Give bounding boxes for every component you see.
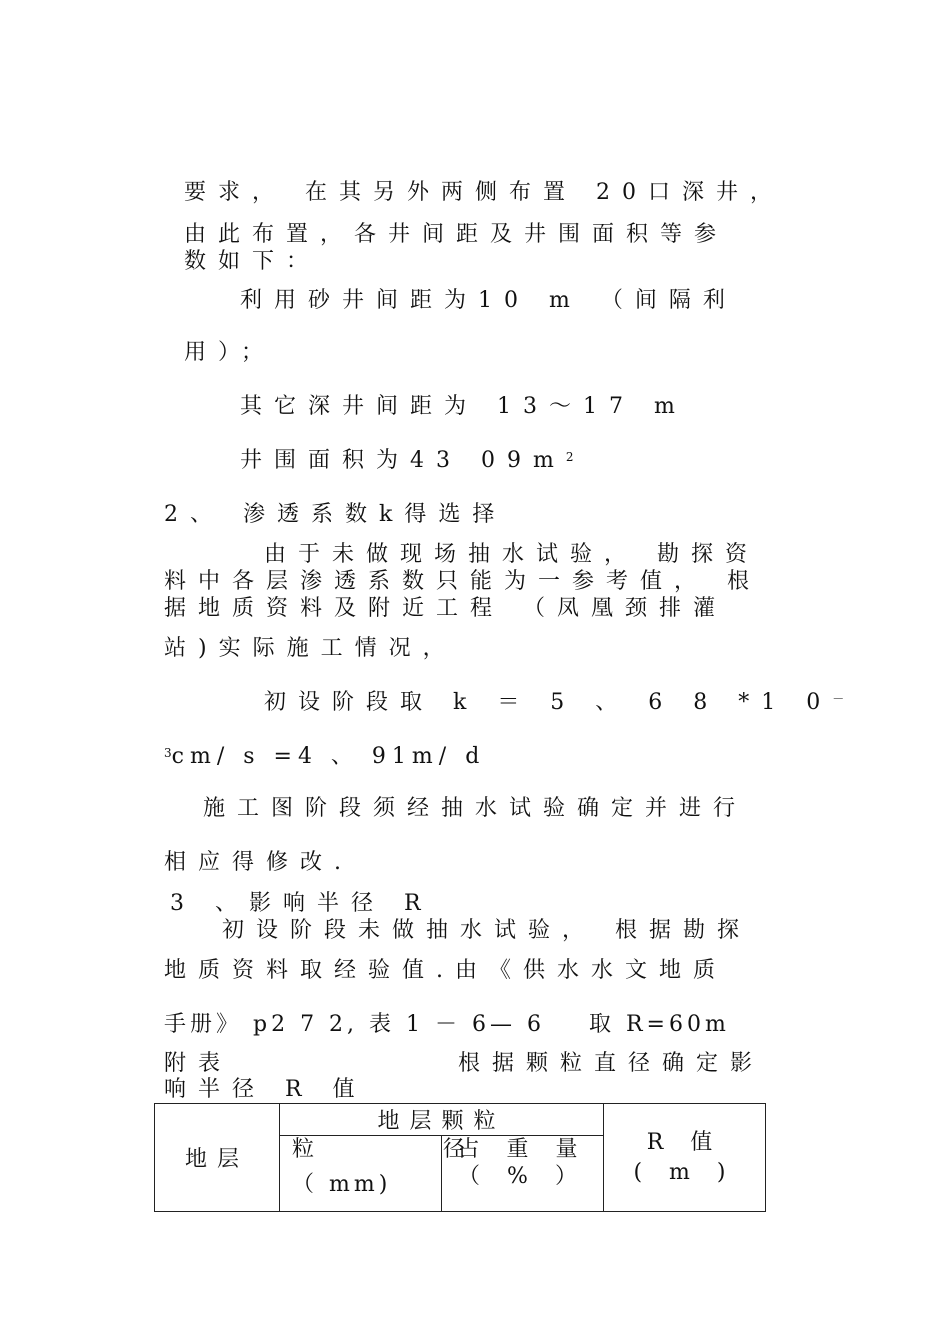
superscript: － [832, 692, 845, 706]
para-line [164, 744, 485, 770]
para-line: 手册》 p2 7 2, 表 1 － 6— 6 取 R=60m [164, 1012, 730, 1037]
para-line: 站)实际施工情况， [164, 636, 457, 661]
header-r-label: R 值 [646, 1129, 723, 1155]
header-r-unit: ( m ) [633, 1159, 736, 1185]
para-line: 相应得修改. [164, 850, 353, 875]
header-diameter [280, 1136, 475, 1212]
section-heading-2: 2、 渗透系数k得选择 [164, 502, 507, 527]
para-line [264, 690, 844, 716]
para-line: 施工图阶段须经抽水试验确定并进行 [203, 796, 748, 821]
header-layer: 地层 [155, 1104, 280, 1212]
table-caption: 响半径 R 值 [164, 1077, 367, 1102]
well-area-text: 井围面积为43 09m [240, 448, 566, 473]
superscript: 2 [565, 450, 574, 464]
k-unit-text: cm/ s =4 、 91m/ d [171, 744, 486, 769]
header-particle-group: 地层颗粒 [280, 1104, 604, 1136]
para-line: 要求， 在其另外两侧布置 20口深井， [184, 180, 784, 205]
table-caption: 根据颗粒直径确定影 [458, 1051, 765, 1076]
header-diameter-label: 粒 径 [292, 1137, 475, 1162]
header-weight-percent [442, 1136, 604, 1212]
para-line: 据地质资料及附近工程 （凤凰颈排灌 [164, 596, 727, 621]
superscript: 3 [164, 746, 172, 760]
para-line: 用）； [184, 340, 276, 365]
para-line: 料中各层渗透系数只能为一参考值， 根 [164, 569, 761, 594]
para-line: 地质资料取经验值.由《供水水文地质 [164, 958, 727, 983]
para-line: 由此布置，各井间距及井围面积等参 [184, 222, 729, 247]
k-value-text: 初设阶段取 k ＝ 5 、 6 8 *1 0 [264, 690, 833, 715]
para-line: 由于未做现场抽水试验， 勘探资 [264, 542, 759, 567]
para-line: 利用砂井间距为10 m （间隔利 [240, 288, 737, 313]
table-caption-label: 附表 [164, 1051, 233, 1076]
header-weight-label: 占 重 量 [457, 1137, 588, 1162]
para-line: 初设阶段未做抽水试验， 根据勘探 [222, 918, 751, 943]
para-line [240, 448, 573, 474]
influence-radius-table [154, 1103, 766, 1212]
para-line: 其它深井间距为 13～17 m [240, 394, 687, 419]
para-line: 数如下： [184, 249, 321, 274]
header-weight-unit: （ % ） [458, 1164, 587, 1189]
section-heading-3: 3 、影响半径 R [170, 891, 433, 916]
header-diameter-unit: （ mm) [292, 1172, 392, 1197]
header-r-value [604, 1104, 766, 1212]
